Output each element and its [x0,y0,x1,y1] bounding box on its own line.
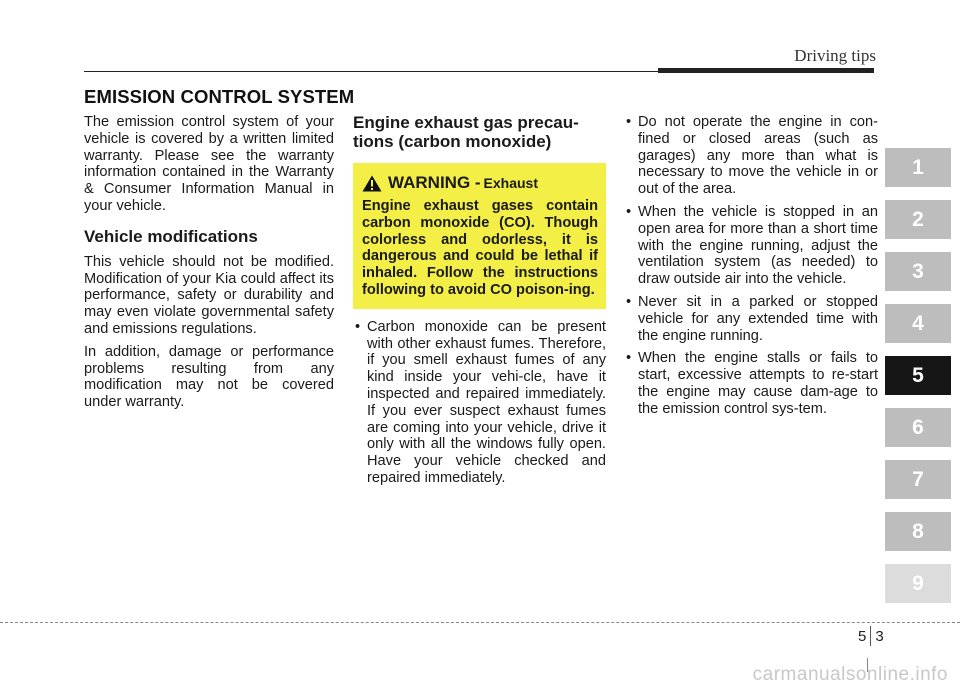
header-rule-accent [658,68,874,73]
page-number-page: 3 [875,628,884,645]
vehicle-modifications-heading: Vehicle modifications [84,226,258,246]
column-1 [84,114,334,417]
column-3 [624,114,878,424]
chapter-tab-3[interactable]: 3 [885,252,951,291]
chapter-tab-4[interactable]: 4 [885,304,951,343]
page-number-divider [870,626,871,646]
warning-sublabel: Exhaust [483,175,539,192]
chapter-tab-1[interactable]: 1 [885,148,951,187]
list-item: • Do not operate the engine in con-fined or closed areas (such as garages) any more than what is necessary to move the vehicle in or out of the area. [624,114,878,198]
intro-paragraph: The emission control system of your vehicle is covered by a written limited warranty. Please see the warranty information contained in the Warranty & Consumer Information Manual in your vehicle. [84,114,334,214]
column-2 [353,113,606,493]
page-number-chapter: 5 [858,628,867,645]
chapter-tab-9[interactable]: 9 [885,564,951,603]
list-item: • Never sit in a parked or stopped vehicle for any extended time with the engine running. [624,294,878,344]
modifications-paragraph-1: This vehicle should not be modified. Modification of your Kia could affect its performance, safety or durability and may even violate governmental safety and emissions regulations. [84,253,334,337]
chapter-tab-5[interactable]: 5 [885,356,951,395]
warning-header [362,175,598,192]
chapter-tab-8[interactable]: 8 [885,512,951,551]
list-item: • When the vehicle is stopped in an open area for more than a short time with the engine running, adjust the ventilation system (as needed) to draw outside air into the vehicle. [624,204,878,288]
warning-text: Engine exhaust gases contain carbon monoxide (CO). Though colorless and odorless, it is dangerous and could be lethal if inhaled. Follow the instructions following to avoid CO poison-ing. [362,198,598,298]
list-item: • Carbon monoxide can be present with other exhaust fumes. Therefore, if you smell exhaust fumes of any kind inside your vehi-cle, have it inspected and repaired immediately. If you ever suspect exhaust fumes are coming into your vehicle, drive it only with all the windows fully open. Have your vehicle checked and repaired immediately. [353,319,606,487]
modifications-paragraph-2: In addition, damage or performance problems resulting from any modification may not be covered under warranty. [84,343,334,411]
warning-triangle-icon [362,175,382,192]
exhaust-precautions-heading: Engine exhaust gas precau-tions (carbon monoxide) [353,113,579,151]
warning-label: WARNING - [388,173,481,193]
precaution-bullet-list [624,114,878,418]
footer-rule [0,622,960,623]
chapter-tabs [885,148,951,616]
watermark: carmanualsonline.info [752,664,948,685]
page-title: EMISSION CONTROL SYSTEM [84,86,355,107]
header-section-title: Driving tips [794,46,876,65]
chapter-tab-2[interactable]: 2 [885,200,951,239]
list-item: • When the engine stalls or fails to start, excessive attempts to re-start the engine may cause dam-age to the emission control sys-tem. [624,350,878,417]
chapter-tab-6[interactable]: 6 [885,408,951,447]
chapter-tab-7[interactable]: 7 [885,460,951,499]
exhaust-bullet-list [353,319,606,487]
warning-box [353,163,606,309]
page-number [858,628,884,648]
